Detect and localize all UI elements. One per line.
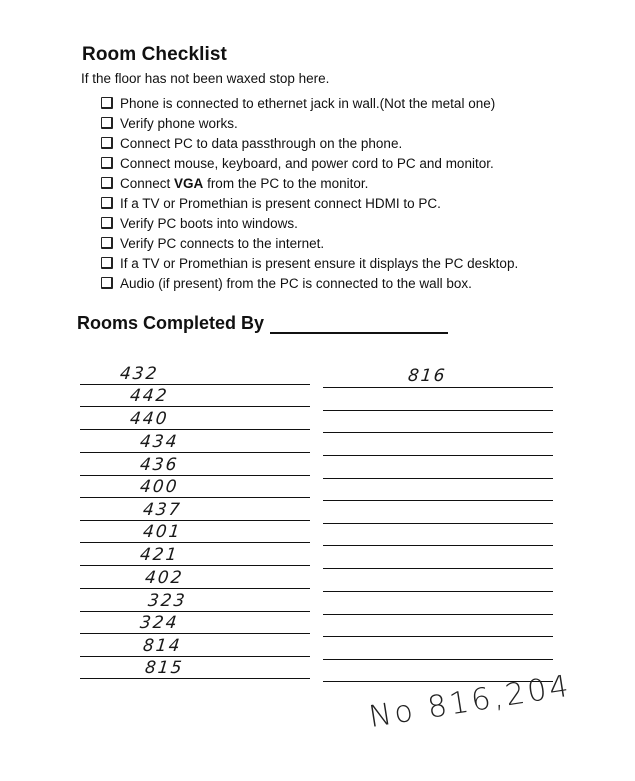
room-number: 434 [138, 432, 180, 452]
room-entry-line[interactable] [80, 611, 310, 612]
room-number: 815 [143, 658, 185, 678]
room-entry-line[interactable] [80, 565, 310, 566]
completed-by-heading [77, 313, 448, 334]
room-number: 421 [138, 545, 180, 565]
room-entry-line[interactable] [323, 500, 553, 501]
checklist-item [101, 213, 518, 233]
room-entry-line[interactable] [80, 633, 310, 634]
checklist-item [101, 173, 518, 193]
completed-by-label: Rooms Completed By [77, 313, 265, 333]
room-number: 400 [138, 477, 180, 497]
checkbox[interactable] [101, 157, 113, 169]
room-number: 814 [141, 636, 183, 656]
checklist-item-label: Verify PC connects to the internet. [120, 235, 325, 251]
room-number: 440 [128, 409, 170, 429]
checklist-item [101, 273, 518, 293]
page-title: Room Checklist [82, 44, 227, 65]
room-number: 402 [143, 568, 185, 588]
checkbox[interactable] [101, 117, 113, 129]
room-entry-line[interactable] [80, 384, 310, 385]
checklist-item-label: Verify PC boots into windows. [120, 215, 298, 231]
room-entry-line[interactable] [80, 497, 310, 498]
checklist-item [101, 93, 518, 113]
room-number: 323 [146, 591, 188, 611]
checkbox[interactable] [101, 217, 113, 229]
intro-instruction: If the floor has not been waxed stop here. [81, 71, 330, 86]
checklist [101, 93, 518, 293]
label-text: from the PC to the monitor. [203, 175, 369, 191]
checkbox[interactable] [101, 277, 113, 289]
room-entry-line[interactable] [80, 475, 310, 476]
checklist-item [101, 233, 518, 253]
label-bold-text: VGA [174, 175, 204, 191]
room-entry-line[interactable] [323, 591, 553, 592]
room-number: 324 [138, 613, 180, 633]
room-entry-line[interactable] [323, 659, 553, 660]
checklist-item [101, 253, 518, 273]
room-entry-line[interactable] [323, 387, 553, 388]
room-number: 432 [118, 364, 160, 384]
checklist-item-label: If a TV or Promethian is present ensure it displays the PC desktop. [120, 255, 519, 271]
checkbox[interactable] [101, 137, 113, 149]
checklist-item [101, 133, 518, 153]
room-entry-line[interactable] [323, 455, 553, 456]
checklist-item [101, 193, 518, 213]
checkbox[interactable] [101, 97, 113, 109]
room-entry-line[interactable] [80, 520, 310, 521]
room-entry-line[interactable] [323, 432, 553, 433]
checklist-item-label [120, 176, 368, 191]
checklist-item [101, 153, 518, 173]
checklist-item-label: Connect mouse, keyboard, and power cord to PC and monitor. [120, 155, 494, 171]
room-entry-line[interactable] [80, 656, 310, 657]
room-entry-line[interactable] [323, 523, 553, 524]
room-entry-line[interactable] [80, 678, 310, 679]
checkbox[interactable] [101, 177, 113, 189]
room-number: 401 [141, 522, 183, 542]
room-entry-line[interactable] [80, 588, 310, 589]
room-entry-line[interactable] [323, 410, 553, 411]
checklist-item-label: Verify phone works. [120, 115, 238, 131]
checklist-item-label: If a TV or Promethian is present connect HDMI to PC. [120, 195, 441, 211]
checkbox[interactable] [101, 197, 113, 209]
checklist-item-label: Connect PC to data passthrough on the phone. [120, 135, 403, 151]
checklist-item-label: Audio (if present) from the PC is connected to the wall box. [120, 275, 472, 291]
label-text: Connect [120, 175, 175, 191]
checkbox[interactable] [101, 237, 113, 249]
room-entry-line[interactable] [80, 406, 310, 407]
room-entry-line[interactable] [323, 614, 553, 615]
room-entry-line[interactable] [323, 636, 553, 637]
checkbox[interactable] [101, 257, 113, 269]
handwritten-note: No 816,204 [366, 668, 574, 735]
room-entry-line[interactable] [323, 568, 553, 569]
checklist-item-label: Phone is connected to ethernet jack in wall.(Not the metal one) [120, 95, 496, 111]
room-entry-line[interactable] [323, 545, 553, 546]
room-number: 816 [406, 366, 448, 386]
room-number: 436 [138, 455, 180, 475]
completed-by-signature-field[interactable] [270, 314, 448, 334]
room-entry-line[interactable] [80, 542, 310, 543]
room-number: 437 [141, 500, 183, 520]
checklist-item [101, 113, 518, 133]
room-number: 442 [128, 386, 170, 406]
room-entry-line[interactable] [80, 452, 310, 453]
room-entry-line[interactable] [80, 429, 310, 430]
room-entry-line[interactable] [323, 478, 553, 479]
